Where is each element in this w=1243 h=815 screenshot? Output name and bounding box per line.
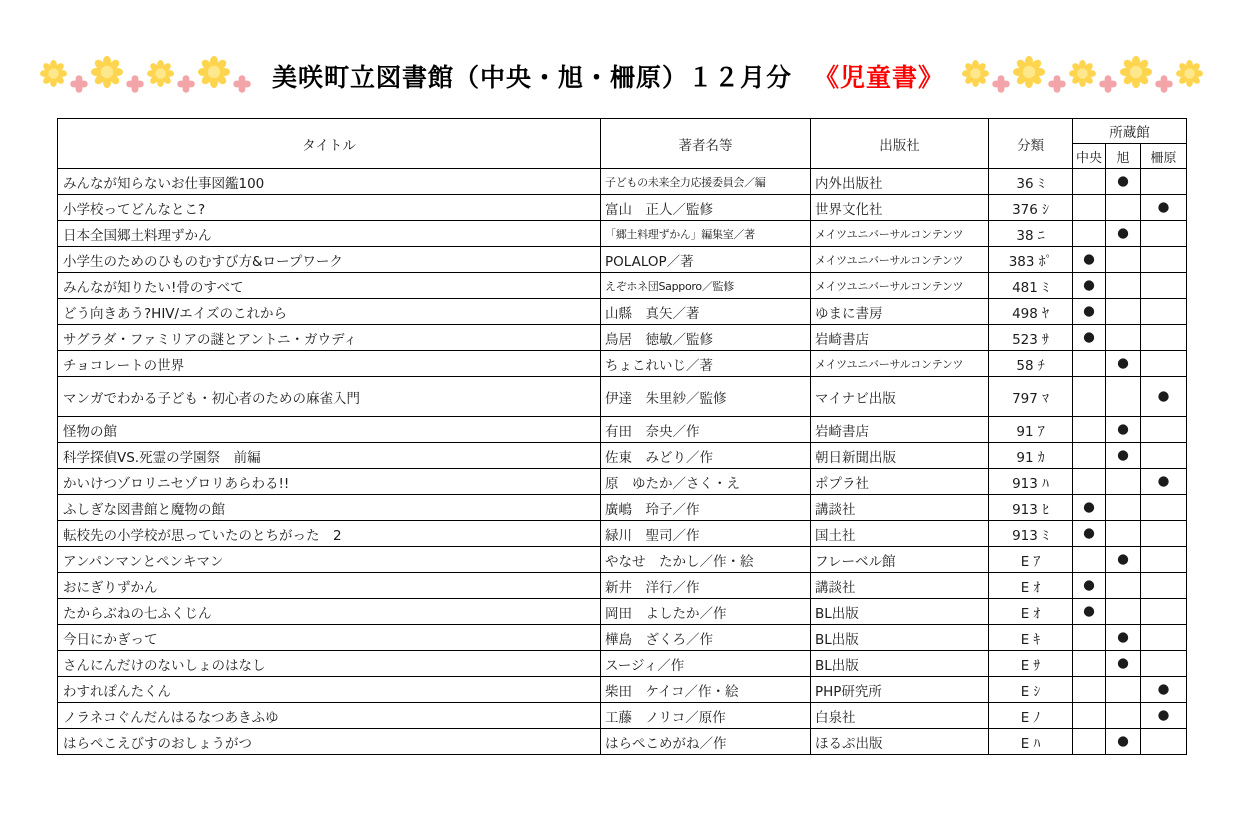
holding-empty-cell bbox=[1073, 443, 1106, 469]
classification-cell: 91 ｶ bbox=[989, 443, 1073, 469]
holding-empty-cell bbox=[1141, 599, 1187, 625]
table-row bbox=[58, 273, 1187, 299]
left-flower-decoration bbox=[40, 58, 254, 94]
holding-dot-cell: ● bbox=[1106, 443, 1141, 469]
table-row bbox=[58, 703, 1187, 729]
author-cell: スージィ／作 bbox=[601, 651, 811, 677]
publisher-cell: 岩崎書店 bbox=[811, 417, 989, 443]
holding-dot-cell: ● bbox=[1106, 651, 1141, 677]
holding-empty-cell bbox=[1073, 677, 1106, 703]
classification-cell: 481 ﾐ bbox=[989, 273, 1073, 299]
author-cell: 有田 奈央／作 bbox=[601, 417, 811, 443]
pink-flower-icon bbox=[1098, 74, 1118, 94]
classification-cell: E ｼ bbox=[989, 677, 1073, 703]
yellow-flower-icon bbox=[40, 60, 67, 87]
holding-empty-cell bbox=[1141, 417, 1187, 443]
publisher-cell: 世界文化社 bbox=[811, 195, 989, 221]
holding-empty-cell bbox=[1073, 417, 1106, 443]
holding-empty-cell bbox=[1141, 521, 1187, 547]
classification-cell: 913 ﾋ bbox=[989, 495, 1073, 521]
publisher-cell: 朝日新聞出版 bbox=[811, 443, 989, 469]
table-row bbox=[58, 495, 1187, 521]
holding-empty-cell bbox=[1073, 195, 1106, 221]
author-cell: 柴田 ケイコ／作・絵 bbox=[601, 677, 811, 703]
publisher-cell: 白泉社 bbox=[811, 703, 989, 729]
column-header-branch-sakuhara: 柵原 bbox=[1141, 144, 1187, 169]
classification-cell: 36 ﾐ bbox=[989, 169, 1073, 195]
author-cell: やなせ たかし／作・絵 bbox=[601, 547, 811, 573]
title-cell: はらぺこえびすのおしょうがつ bbox=[58, 729, 601, 755]
holding-dot-cell: ● bbox=[1106, 547, 1141, 573]
publisher-cell: ポプラ社 bbox=[811, 469, 989, 495]
classification-cell: E ｵ bbox=[989, 573, 1073, 599]
table-row bbox=[58, 417, 1187, 443]
yellow-flower-icon bbox=[91, 56, 123, 88]
column-header-author: 著者名等 bbox=[601, 119, 811, 169]
publisher-cell: BL出版 bbox=[811, 599, 989, 625]
classification-cell: E ｻ bbox=[989, 651, 1073, 677]
classification-cell: 913 ﾊ bbox=[989, 469, 1073, 495]
holding-dot-cell: ● bbox=[1106, 169, 1141, 195]
holding-dot-cell: ● bbox=[1141, 703, 1187, 729]
holding-dot-cell: ● bbox=[1141, 469, 1187, 495]
publisher-cell: メイツユニバーサルコンテンツ bbox=[811, 273, 989, 299]
classification-cell: 797 ﾏ bbox=[989, 377, 1073, 417]
column-header-branch-chuo: 中央 bbox=[1073, 144, 1106, 169]
table-row bbox=[58, 221, 1187, 247]
author-cell: 富山 正人／監修 bbox=[601, 195, 811, 221]
title-cell: 小学生のためのひものむすび方&ロープワーク bbox=[58, 247, 601, 273]
table-row bbox=[58, 547, 1187, 573]
holding-dot-cell: ● bbox=[1073, 325, 1106, 351]
holding-empty-cell bbox=[1106, 273, 1141, 299]
holding-empty-cell bbox=[1073, 221, 1106, 247]
holding-empty-cell bbox=[1106, 677, 1141, 703]
book-table-body bbox=[58, 169, 1187, 755]
page-title-highlight: 《児童書》 bbox=[814, 63, 945, 92]
column-header-holdings: 所蔵館 bbox=[1073, 119, 1187, 144]
holding-empty-cell bbox=[1141, 273, 1187, 299]
holding-empty-cell bbox=[1141, 443, 1187, 469]
classification-cell: 498 ﾔ bbox=[989, 299, 1073, 325]
classification-cell: E ﾊ bbox=[989, 729, 1073, 755]
holding-empty-cell bbox=[1106, 573, 1141, 599]
table-row bbox=[58, 729, 1187, 755]
yellow-flower-icon bbox=[1013, 56, 1045, 88]
title-cell: みんなが知りたい!骨のすべて bbox=[58, 273, 601, 299]
author-cell: 岡田 よしたか／作 bbox=[601, 599, 811, 625]
holding-empty-cell bbox=[1106, 195, 1141, 221]
author-cell: 緑川 聖司／作 bbox=[601, 521, 811, 547]
holding-empty-cell bbox=[1106, 299, 1141, 325]
pink-flower-icon bbox=[176, 74, 196, 94]
holding-empty-cell bbox=[1106, 469, 1141, 495]
classification-cell: E ﾉ bbox=[989, 703, 1073, 729]
publisher-cell: マイナビ出版 bbox=[811, 377, 989, 417]
title-cell: アンパンマンとペンキマン bbox=[58, 547, 601, 573]
classification-cell: 523 ｻ bbox=[989, 325, 1073, 351]
holding-empty-cell bbox=[1141, 651, 1187, 677]
holding-empty-cell bbox=[1073, 169, 1106, 195]
holding-empty-cell bbox=[1141, 169, 1187, 195]
publisher-cell: ほるぷ出版 bbox=[811, 729, 989, 755]
author-cell: 廣嶋 玲子／作 bbox=[601, 495, 811, 521]
table-row bbox=[58, 443, 1187, 469]
title-bar bbox=[0, 50, 1243, 102]
holding-dot-cell: ● bbox=[1106, 625, 1141, 651]
holding-empty-cell bbox=[1073, 625, 1106, 651]
author-cell: 原 ゆたか／さく・え bbox=[601, 469, 811, 495]
classification-cell: 376 ｼ bbox=[989, 195, 1073, 221]
page-title bbox=[272, 58, 944, 94]
classification-cell: E ｱ bbox=[989, 547, 1073, 573]
column-header-publisher: 出版社 bbox=[811, 119, 989, 169]
title-cell: みんなが知らないお仕事図鑑100 bbox=[58, 169, 601, 195]
author-cell: はらぺこめがね／作 bbox=[601, 729, 811, 755]
table-row bbox=[58, 599, 1187, 625]
holding-empty-cell bbox=[1106, 521, 1141, 547]
holding-dot-cell: ● bbox=[1106, 351, 1141, 377]
publisher-cell: 岩崎書店 bbox=[811, 325, 989, 351]
title-cell: 科学探偵VS.死霊の学園祭 前編 bbox=[58, 443, 601, 469]
pink-flower-icon bbox=[1154, 74, 1174, 94]
title-cell: ノラネコぐんだんはるなつあきふゆ bbox=[58, 703, 601, 729]
column-header-classification: 分類 bbox=[989, 119, 1073, 169]
author-cell: POLALOP／著 bbox=[601, 247, 811, 273]
yellow-flower-icon bbox=[962, 60, 989, 87]
holding-empty-cell bbox=[1073, 651, 1106, 677]
table-row bbox=[58, 299, 1187, 325]
title-cell: 日本全国郷土料理ずかん bbox=[58, 221, 601, 247]
table-row bbox=[58, 195, 1187, 221]
holding-dot-cell: ● bbox=[1106, 417, 1141, 443]
author-cell: ちょこれいじ／著 bbox=[601, 351, 811, 377]
holding-dot-cell: ● bbox=[1073, 299, 1106, 325]
classification-cell: 58 ﾁ bbox=[989, 351, 1073, 377]
yellow-flower-icon bbox=[147, 60, 174, 87]
holding-empty-cell bbox=[1141, 351, 1187, 377]
title-cell: どう向きあう?HIV/エイズのこれから bbox=[58, 299, 601, 325]
title-cell: 今日にかぎって bbox=[58, 625, 601, 651]
holding-dot-cell: ● bbox=[1073, 247, 1106, 273]
table-row bbox=[58, 469, 1187, 495]
table-row bbox=[58, 169, 1187, 195]
holding-empty-cell bbox=[1141, 221, 1187, 247]
publisher-cell: メイツユニバーサルコンテンツ bbox=[811, 351, 989, 377]
pink-flower-icon bbox=[991, 74, 1011, 94]
title-cell: 怪物の館 bbox=[58, 417, 601, 443]
holding-dot-cell: ● bbox=[1106, 729, 1141, 755]
yellow-flower-icon bbox=[1069, 60, 1096, 87]
author-cell: 「郷土料理ずかん」編集室／著 bbox=[601, 221, 811, 247]
holding-dot-cell: ● bbox=[1073, 495, 1106, 521]
author-cell: えぞホネ団Sapporo／監修 bbox=[601, 273, 811, 299]
table-row bbox=[58, 651, 1187, 677]
holding-dot-cell: ● bbox=[1073, 599, 1106, 625]
table-row bbox=[58, 625, 1187, 651]
holding-empty-cell bbox=[1073, 703, 1106, 729]
holding-empty-cell bbox=[1106, 247, 1141, 273]
publisher-cell: 国土社 bbox=[811, 521, 989, 547]
publisher-cell: メイツユニバーサルコンテンツ bbox=[811, 221, 989, 247]
yellow-flower-icon bbox=[1120, 56, 1152, 88]
book-list-table bbox=[57, 118, 1187, 755]
holding-empty-cell bbox=[1073, 377, 1106, 417]
pink-flower-icon bbox=[232, 74, 252, 94]
holding-dot-cell: ● bbox=[1141, 377, 1187, 417]
publisher-cell: PHP研究所 bbox=[811, 677, 989, 703]
publisher-cell: 講談社 bbox=[811, 573, 989, 599]
pink-flower-icon bbox=[69, 74, 89, 94]
holding-empty-cell bbox=[1073, 729, 1106, 755]
holding-dot-cell: ● bbox=[1141, 195, 1187, 221]
holding-empty-cell bbox=[1073, 351, 1106, 377]
author-cell: 山縣 真矢／著 bbox=[601, 299, 811, 325]
classification-cell: 383 ﾎﾟ bbox=[989, 247, 1073, 273]
title-cell: わすれぽんたくん bbox=[58, 677, 601, 703]
author-cell: 伊達 朱里紗／監修 bbox=[601, 377, 811, 417]
holding-empty-cell bbox=[1106, 495, 1141, 521]
title-cell: 小学校ってどんなとこ? bbox=[58, 195, 601, 221]
author-cell: 工藤 ノリコ／原作 bbox=[601, 703, 811, 729]
table-row bbox=[58, 377, 1187, 417]
table-row bbox=[58, 677, 1187, 703]
holding-empty-cell bbox=[1141, 247, 1187, 273]
holding-empty-cell bbox=[1141, 625, 1187, 651]
classification-cell: 38 ﾆ bbox=[989, 221, 1073, 247]
publisher-cell: 講談社 bbox=[811, 495, 989, 521]
author-cell: 佐東 みどり／作 bbox=[601, 443, 811, 469]
holding-dot-cell: ● bbox=[1106, 221, 1141, 247]
author-cell: 鳥居 徳敏／監修 bbox=[601, 325, 811, 351]
holding-empty-cell bbox=[1141, 325, 1187, 351]
table-row bbox=[58, 325, 1187, 351]
title-cell: かいけつゾロリニセゾロリあらわる!! bbox=[58, 469, 601, 495]
holding-empty-cell bbox=[1073, 469, 1106, 495]
column-header-title: タイトル bbox=[58, 119, 601, 169]
publisher-cell: BL出版 bbox=[811, 625, 989, 651]
publisher-cell: BL出版 bbox=[811, 651, 989, 677]
author-cell: 新井 洋行／作 bbox=[601, 573, 811, 599]
classification-cell: E ｷ bbox=[989, 625, 1073, 651]
right-flower-decoration bbox=[962, 58, 1203, 94]
title-cell: さんにんだけのないしょのはなし bbox=[58, 651, 601, 677]
publisher-cell: フレーベル館 bbox=[811, 547, 989, 573]
title-cell: サグラダ・ファミリアの謎とアントニ・ガウディ bbox=[58, 325, 601, 351]
holding-empty-cell bbox=[1141, 547, 1187, 573]
publisher-cell: ゆまに書房 bbox=[811, 299, 989, 325]
holding-empty-cell bbox=[1141, 729, 1187, 755]
publisher-cell: メイツユニバーサルコンテンツ bbox=[811, 247, 989, 273]
title-cell: おにぎりずかん bbox=[58, 573, 601, 599]
holding-empty-cell bbox=[1073, 547, 1106, 573]
author-cell: 樺島 ざくろ／作 bbox=[601, 625, 811, 651]
classification-cell: E ｵ bbox=[989, 599, 1073, 625]
holding-empty-cell bbox=[1106, 599, 1141, 625]
pink-flower-icon bbox=[1047, 74, 1067, 94]
holding-empty-cell bbox=[1106, 377, 1141, 417]
holding-dot-cell: ● bbox=[1073, 273, 1106, 299]
title-cell: 転校先の小学校が思っていたのとちがった 2 bbox=[58, 521, 601, 547]
table-header bbox=[58, 119, 1187, 169]
holding-empty-cell bbox=[1141, 495, 1187, 521]
table-row bbox=[58, 573, 1187, 599]
table-row bbox=[58, 247, 1187, 273]
holding-empty-cell bbox=[1106, 703, 1141, 729]
holding-dot-cell: ● bbox=[1141, 677, 1187, 703]
publisher-cell: 内外出版社 bbox=[811, 169, 989, 195]
holding-empty-cell bbox=[1141, 299, 1187, 325]
yellow-flower-icon bbox=[1176, 60, 1203, 87]
holding-dot-cell: ● bbox=[1073, 573, 1106, 599]
classification-cell: 913 ﾐ bbox=[989, 521, 1073, 547]
yellow-flower-icon bbox=[198, 56, 230, 88]
title-cell: マンガでわかる子ども・初心者のための麻雀入門 bbox=[58, 377, 601, 417]
classification-cell: 91 ｱ bbox=[989, 417, 1073, 443]
author-cell: 子どもの未来全力応援委員会／編 bbox=[601, 169, 811, 195]
table-row bbox=[58, 521, 1187, 547]
holding-empty-cell bbox=[1141, 573, 1187, 599]
pink-flower-icon bbox=[125, 74, 145, 94]
title-cell: チョコレートの世界 bbox=[58, 351, 601, 377]
title-cell: たからぶねの七ふくじん bbox=[58, 599, 601, 625]
page-title-main: 美咲町立図書館（中央・旭・柵原）１２月分 bbox=[271, 63, 792, 92]
holding-dot-cell: ● bbox=[1073, 521, 1106, 547]
table-row bbox=[58, 351, 1187, 377]
holding-empty-cell bbox=[1106, 325, 1141, 351]
title-cell: ふしぎな図書館と魔物の館 bbox=[58, 495, 601, 521]
column-header-branch-asahi: 旭 bbox=[1106, 144, 1141, 169]
